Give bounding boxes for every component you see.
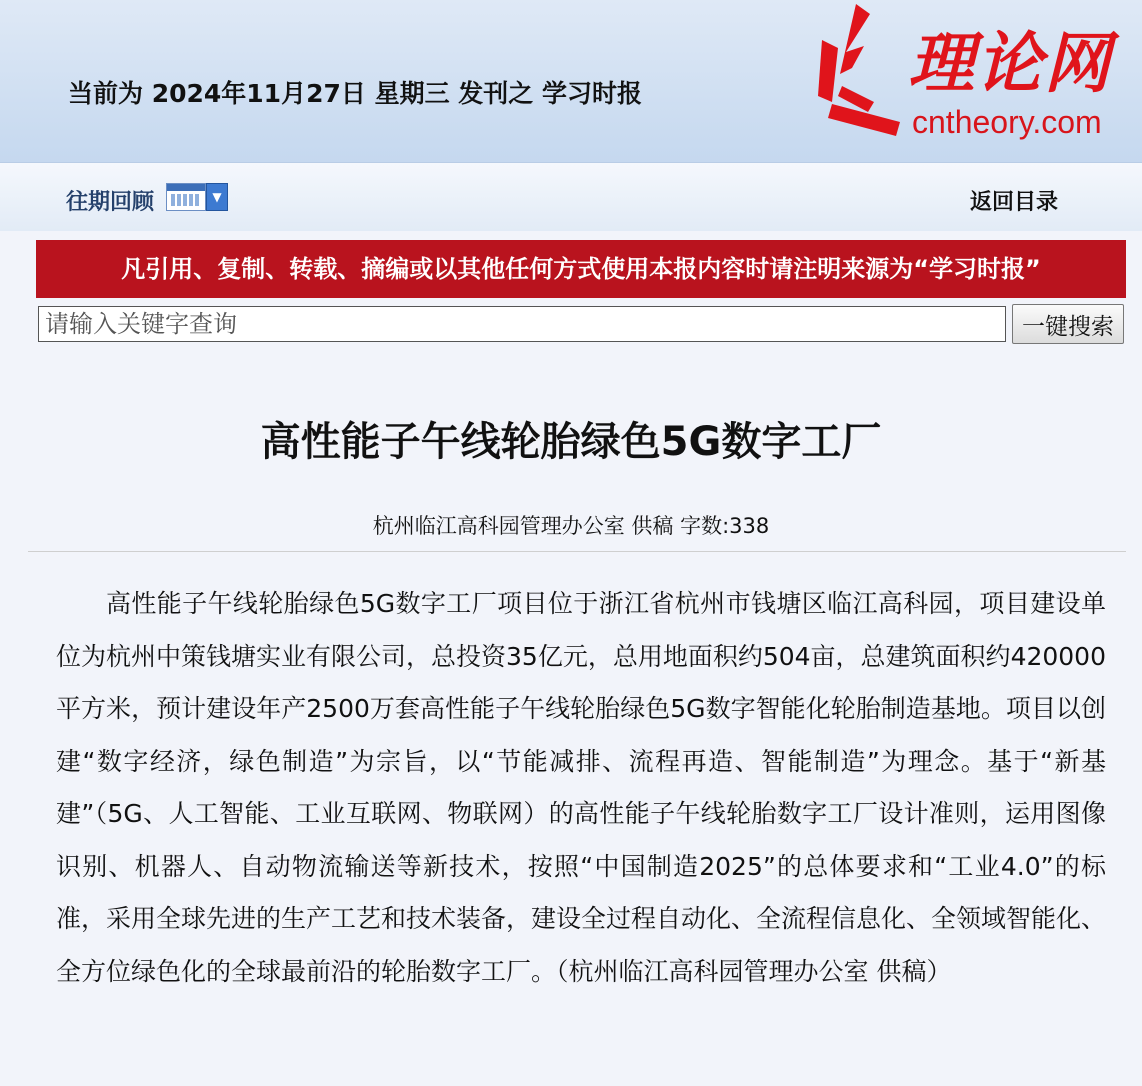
cntheory-logo[interactable] — [812, 4, 1132, 154]
article-title: 高性能子午线轮胎绿色5G数字工厂 — [260, 419, 882, 465]
back-to-contents-link[interactable]: 返回目录 — [970, 190, 1059, 215]
divider — [28, 551, 1126, 552]
site-header — [0, 0, 1142, 162]
article-byline: 杭州临江高科园管理办公室 供稿 字数:338 — [372, 514, 770, 538]
logo-mark-icon — [812, 4, 912, 144]
chevron-down-icon[interactable]: ▼ — [206, 183, 228, 211]
logo-domain: cntheory.com — [912, 104, 1102, 140]
search-button[interactable]: 一键搜索 — [1012, 304, 1124, 344]
copyright-notice-banner: 凡引用、复制、转载、摘编或以其他任何方式使用本报内容时请注明来源为“学习时报” — [36, 240, 1126, 298]
past-issues-label: 往期回顾 — [66, 190, 155, 215]
logo-chinese-name: 理论网 — [908, 24, 1112, 102]
issue-date: 当前为 2024年11月27日 星期三 发刊之 学习时报 — [68, 79, 642, 108]
article-body: 高性能子午线轮胎绿色5G数字工厂项目位于浙江省杭州市钱塘区临江高科园，项目建设单位为杭州中策钱塘实业有限公司，总投资35亿元，总用地面积约504亩，总建筑面积约420000平方米，预计建设年产2500万套高性能子午线轮胎绿色5G数字智能化轮胎制造基地。项目以创建“数字经济，绿色制造”为宗旨，以“节能减排、流程再造、智能制造”为理念。基于“新基建”（5G、人工智能、工业互联网、物联网）的高性能子午线轮胎数字工厂设计准则，运用图像识别、机器人、自动物流输送等新技术，按照“中国制造2025”的总体要求和“工业4.0”的标准，采用全球先进的生产工艺和技术装备，建设全过程自动化、全流程信息化、全领域智能化、全方位绿色化的全球最前沿的轮胎数字工厂。（杭州临江高科园管理办公室 供稿） — [56, 589, 1107, 986]
search-input[interactable] — [38, 306, 1006, 342]
navigation-bar — [0, 162, 1142, 231]
calendar-icon[interactable] — [166, 183, 206, 211]
